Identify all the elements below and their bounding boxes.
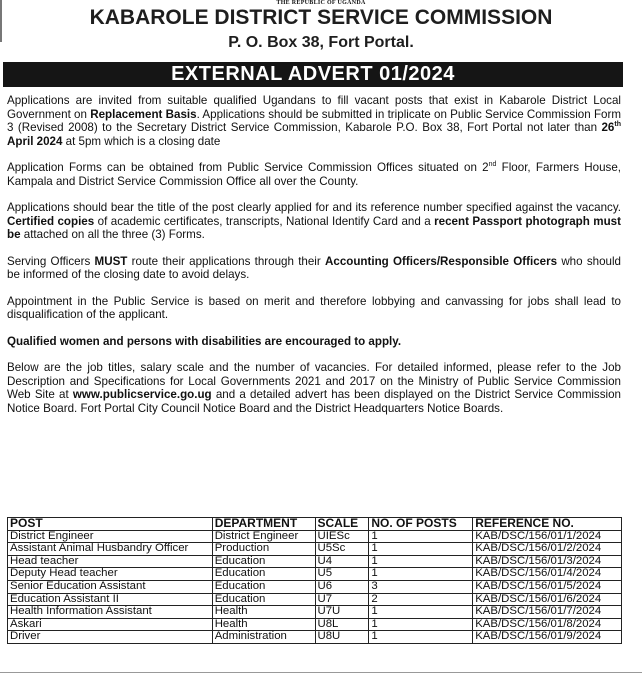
post-cell: Askari bbox=[8, 618, 213, 631]
table-row bbox=[8, 618, 622, 631]
paragraph-forms: Application Forms can be obtained from Public Service Commission Offices situated on 2nd Floor, Farmers House, Kampala and District Service Commission Office all over the County. bbox=[7, 161, 622, 188]
reference-cell: KAB/DSC/156/01/7/2024 bbox=[473, 606, 622, 619]
closing-date: 26th April 2024 bbox=[7, 121, 621, 148]
posts-count-cell: 2 bbox=[369, 593, 473, 606]
table-body bbox=[8, 530, 622, 643]
reference-cell: KAB/DSC/156/01/3/2024 bbox=[473, 555, 622, 568]
reference-cell: KAB/DSC/156/01/9/2024 bbox=[473, 631, 622, 644]
scale-cell: U8L bbox=[315, 618, 369, 631]
scale-cell: U6 bbox=[315, 580, 369, 593]
post-cell: Health Information Assistant bbox=[8, 606, 213, 619]
posts-count-cell: 1 bbox=[369, 631, 473, 644]
bottom-rule bbox=[0, 672, 642, 673]
post-cell: Senior Education Assistant bbox=[8, 580, 213, 593]
posts-count-cell: 1 bbox=[369, 555, 473, 568]
department-cell: Administration bbox=[212, 631, 315, 644]
table-row bbox=[8, 593, 622, 606]
department-cell: Education bbox=[212, 593, 315, 606]
reference-header: REFERENCE NO. bbox=[473, 518, 622, 531]
table-row bbox=[8, 580, 622, 593]
vacancies-table bbox=[7, 517, 622, 644]
posts-count-cell: 1 bbox=[369, 618, 473, 631]
table-row bbox=[8, 606, 622, 619]
address-line: P. O. Box 38, Fort Portal. bbox=[228, 34, 414, 51]
table-row bbox=[8, 555, 622, 568]
scale-cell: U8U bbox=[315, 631, 369, 644]
table-row bbox=[8, 631, 622, 644]
paragraph-merit: Appointment in the Public Service is based on merit and therefore lobbying and canvassing for jobs shall lead to disqualification of the applicant. bbox=[7, 294, 621, 321]
posts-count-cell: 1 bbox=[369, 568, 473, 581]
post-cell: Education Assistant II bbox=[8, 593, 213, 606]
paragraph-requirements: Applications should bear the title of the post clearly applied for and its reference number specified against the vacancy. Certified copies of academic certificates, transcripts, National Identify Card and a recent Passport photograph must be attached on all the three (3) Forms. bbox=[7, 201, 621, 241]
advert-banner: EXTERNAL ADVERT 01/2024 bbox=[3, 62, 623, 87]
post-cell: Head teacher bbox=[8, 555, 213, 568]
table-row bbox=[8, 530, 622, 543]
table-header-row bbox=[8, 518, 622, 531]
reference-cell: KAB/DSC/156/01/1/2024 bbox=[473, 530, 622, 543]
paragraph-serving-officers: Serving Officers MUST route their applications through their Accounting Officers/Responsible Officers who should be informed of the closing date to avoid delays. bbox=[7, 254, 621, 281]
scale-cell: U7 bbox=[315, 593, 369, 606]
scale-cell: U5 bbox=[315, 568, 369, 581]
post-cell: Assistant Animal Husbandry Officer bbox=[8, 543, 213, 556]
advert-body bbox=[7, 94, 621, 428]
republic-label: THE REPUBLIC OF UGANDA bbox=[276, 0, 366, 6]
table-row bbox=[8, 543, 622, 556]
department-cell: Production bbox=[212, 543, 315, 556]
department-cell: Health bbox=[212, 606, 315, 619]
paragraph-job-details: Below are the job titles, salary scale and the number of vacancies. For detailed informed, please refer to the Job Description and Specifications for Local Governments 2021 and 2017 on the Ministry of Public Service Commission Web Site at www.publicservice.go.ug and a detailed advert has been displayed on the District Service Commission Notice Board. Fort Portal City Council Notice Board and the District Headquarters Notice Boards. bbox=[7, 361, 621, 415]
department-cell: Education bbox=[212, 568, 315, 581]
reference-cell: KAB/DSC/156/01/4/2024 bbox=[473, 568, 622, 581]
department-cell: Education bbox=[212, 555, 315, 568]
department-header: DEPARTMENT bbox=[212, 518, 315, 531]
posts-count-cell: 1 bbox=[369, 543, 473, 556]
scale-cell: U4 bbox=[315, 555, 369, 568]
posts-count-cell: 1 bbox=[369, 530, 473, 543]
post-cell: District Engineer bbox=[8, 530, 213, 543]
website-link[interactable]: www.publicservice.go.ug bbox=[72, 388, 212, 401]
department-cell: District Engineer bbox=[212, 530, 315, 543]
posts-header: NO. OF POSTS bbox=[369, 518, 473, 531]
paragraph-encouragement: Qualified women and persons with disabilities are encouraged to apply. bbox=[7, 334, 402, 348]
post-cell: Driver bbox=[8, 631, 213, 644]
post-header: POST bbox=[8, 518, 213, 531]
reference-cell: KAB/DSC/156/01/5/2024 bbox=[473, 580, 622, 593]
posts-count-cell: 3 bbox=[369, 580, 473, 593]
scale-cell: UIESc bbox=[315, 530, 369, 543]
post-cell: Deputy Head teacher bbox=[8, 568, 213, 581]
department-cell: Education bbox=[212, 580, 315, 593]
scale-cell: U5Sc bbox=[315, 543, 369, 556]
reference-cell: KAB/DSC/156/01/2/2024 bbox=[473, 543, 622, 556]
paragraph-applications: Applications are invited from suitable qualified Ugandans to fill vacant posts that exist in Kabarole District Local Government on Replacement Basis. Applications should be submitted in triplicate on Public Service Commission Form 3 (Revised 2008) to the Secretary District Service Commission, Kabarole P.O. Box 38, Fort Portal not later than 26th April 2024 at 5pm which is a closing date bbox=[7, 94, 622, 148]
reference-cell: KAB/DSC/156/01/8/2024 bbox=[473, 618, 622, 631]
department-cell: Health bbox=[212, 618, 315, 631]
reference-cell: KAB/DSC/156/01/6/2024 bbox=[473, 593, 622, 606]
table-row bbox=[8, 568, 622, 581]
scale-cell: U7U bbox=[315, 606, 369, 619]
posts-count-cell: 1 bbox=[369, 606, 473, 619]
commission-title: KABAROLE DISTRICT SERVICE COMMISSION bbox=[89, 6, 553, 29]
scale-header: SCALE bbox=[315, 518, 369, 531]
